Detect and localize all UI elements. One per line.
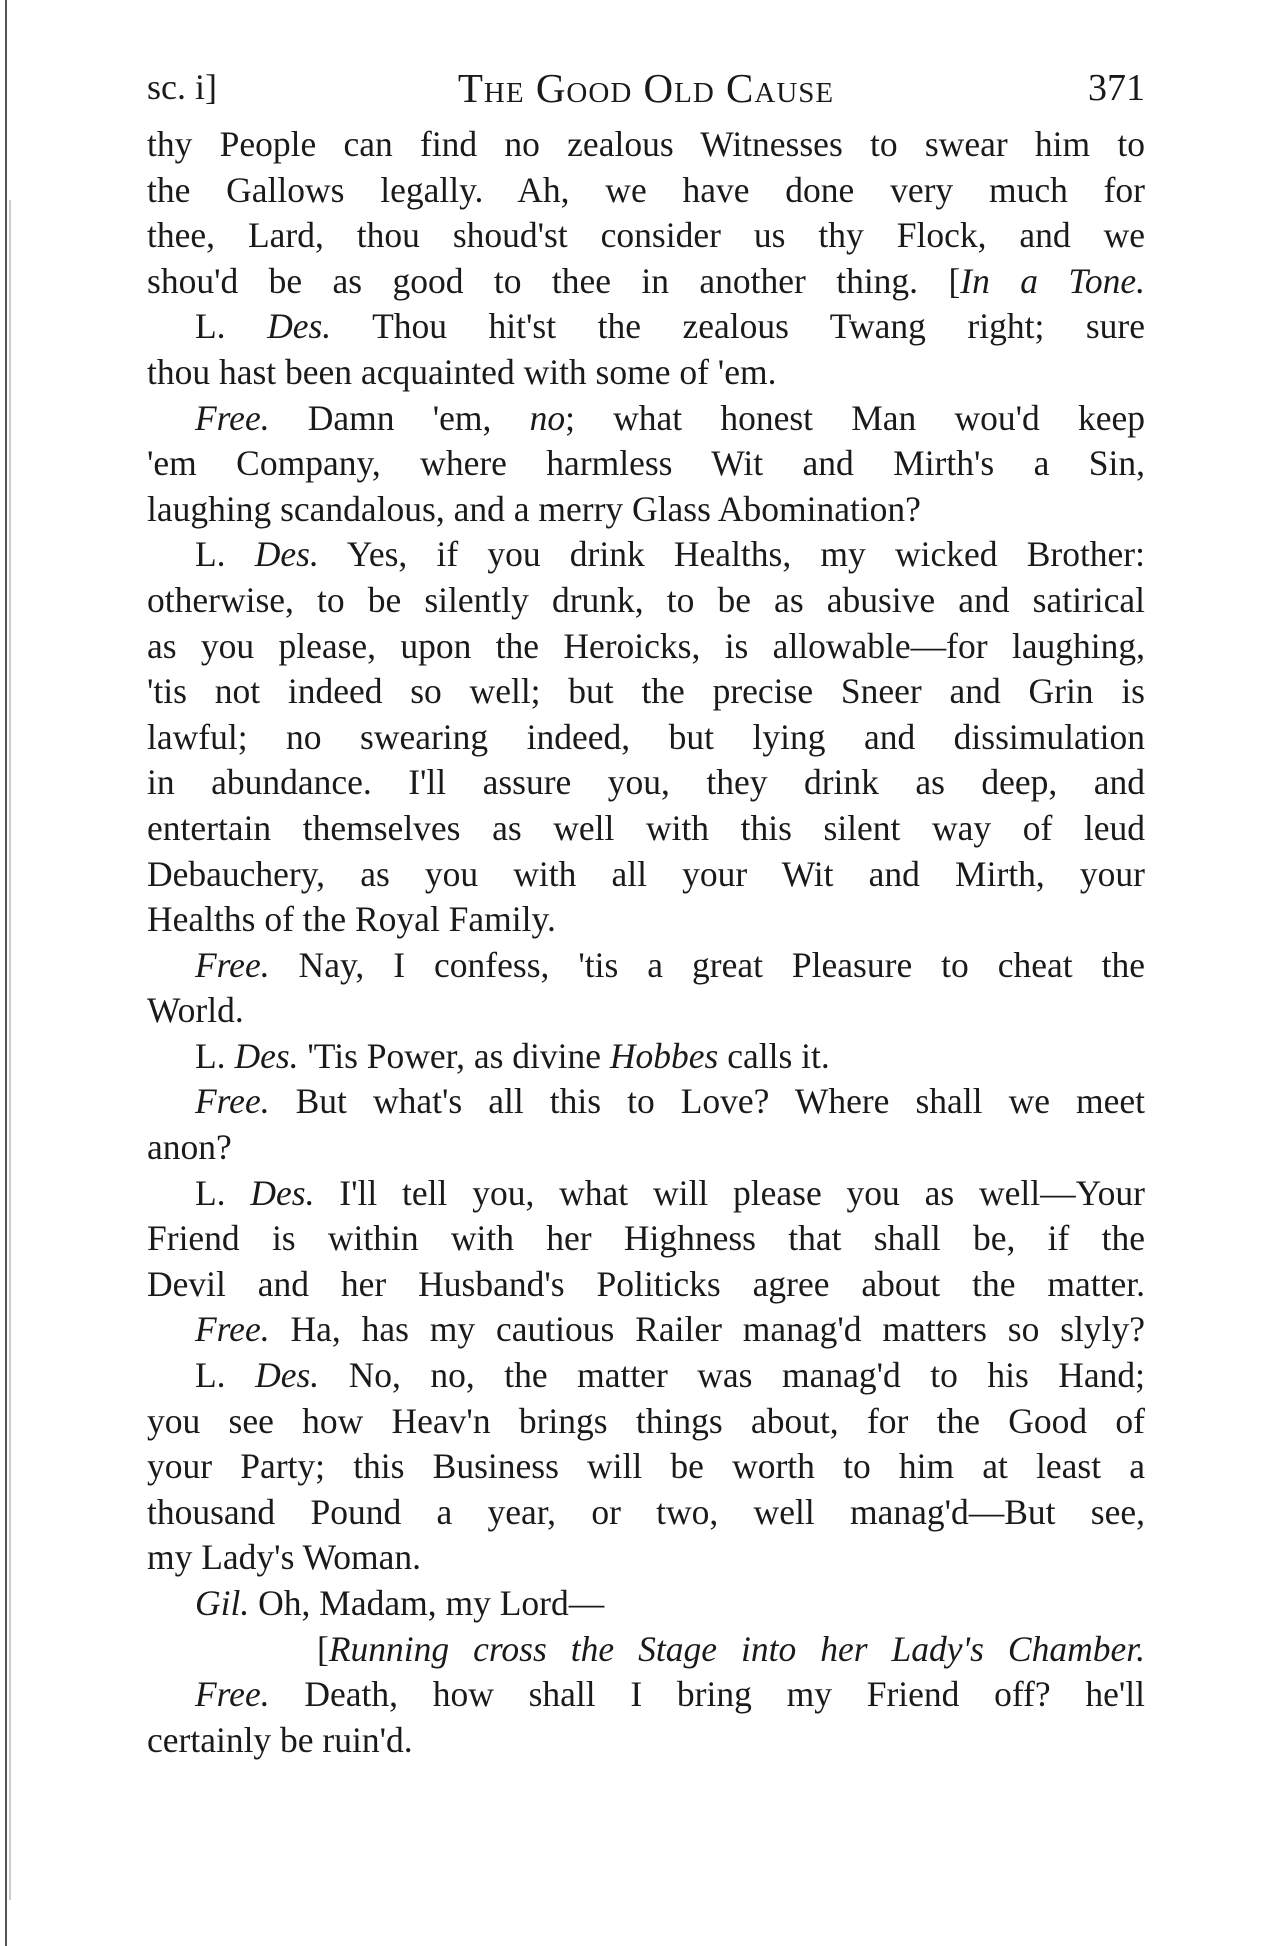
stage-direction: Running cross the Stage into her Lady's Chamber. bbox=[328, 1628, 1145, 1669]
running-header bbox=[147, 62, 1145, 122]
header-title: The Good Old Cause bbox=[457, 65, 835, 111]
text-line: Healths of the Royal Family. bbox=[147, 899, 556, 940]
text-line: shou'd be as good to thee in another thing. [In a Tone. bbox=[147, 260, 1145, 301]
text-line: in abundance. I'll assure you, they drink as deep, and bbox=[147, 762, 1145, 803]
text-line: 'em Company, where harmless Wit and Mirth's a Sin, bbox=[147, 443, 1145, 484]
text-line: otherwise, to be silently drunk, to be as abusive and satirical bbox=[147, 579, 1145, 620]
text-line: L. Des. No, no, the matter was manag'd to his Hand; bbox=[195, 1355, 1146, 1396]
text-line: [Running cross the Stage into her Lady's Chamber. bbox=[317, 1628, 1145, 1669]
text-line: 'tis not indeed so well; but the precise Sneer and Grin is bbox=[147, 671, 1145, 712]
text-line: Debauchery, as you with all your Wit and Mirth, your bbox=[147, 853, 1145, 894]
speaker-name: Free. bbox=[195, 1674, 270, 1715]
text-line: the Gallows legally. Ah, we have done very much for bbox=[147, 169, 1145, 210]
text-line: thousand Pound a year, or two, well manag'd—But see, bbox=[147, 1491, 1145, 1532]
speaker-name: Free. bbox=[195, 1309, 270, 1350]
text-line: Free. Damn 'em, no; what honest Man wou'd keep bbox=[195, 397, 1145, 438]
text-line: Free. Nay, I confess, 'tis a great Pleasure to cheat the bbox=[195, 944, 1145, 985]
speaker-name: Free. bbox=[195, 1081, 270, 1122]
binding-edge-shadow bbox=[0, 0, 14, 1946]
text-line: my Lady's Woman. bbox=[147, 1537, 422, 1578]
text-line: Friend is within with her Highness that shall be, if the bbox=[147, 1218, 1145, 1259]
text-line: entertain themselves as well with this silent way of leud bbox=[147, 807, 1145, 848]
text-line: thou hast been acquainted with some of 'em. bbox=[147, 351, 777, 392]
text-line: Free. Ha, has my cautious Railer manag'd matters so slyly? bbox=[195, 1309, 1145, 1350]
speaker-name: Des. bbox=[234, 1035, 299, 1076]
text-line: thy People can find no zealous Witnesses to swear him to bbox=[147, 124, 1145, 164]
speaker-name: Des. bbox=[254, 534, 319, 575]
text-line: Free. Death, how shall I bring my Friend off? he'll bbox=[195, 1674, 1145, 1715]
text-line: L. Des. Yes, if you drink Healths, my wicked Brother: bbox=[195, 534, 1145, 575]
speaker-name: Free. bbox=[195, 397, 270, 438]
speaker-name: Des. bbox=[255, 1355, 320, 1396]
text-line: anon? bbox=[147, 1127, 232, 1168]
play-text bbox=[147, 122, 1145, 1763]
text-line: World. bbox=[147, 990, 244, 1031]
speaker-name: Des. bbox=[267, 306, 332, 347]
text-line: L. Des. I'll tell you, what will please you as well—Your bbox=[195, 1172, 1145, 1213]
header-section: sc. i] bbox=[147, 67, 217, 107]
text-line: you see how Heav'n brings things about, for the Good of bbox=[147, 1400, 1145, 1441]
speaker-name: Gil. bbox=[195, 1583, 250, 1623]
header-page-number: 371 bbox=[1088, 67, 1145, 109]
text-line: thee, Lard, thou shoud'st consider us thy Flock, and we bbox=[147, 215, 1145, 256]
speaker-name: Des. bbox=[250, 1172, 315, 1213]
text-line: Gil. Oh, Madam, my Lord— bbox=[195, 1583, 605, 1623]
speaker-name: Free. bbox=[195, 944, 270, 985]
text-line: as you please, upon the Heroicks, is allowable—for laughing, bbox=[147, 625, 1145, 666]
text-line: laughing scandalous, and a merry Glass Abomination? bbox=[147, 488, 921, 529]
text-line: L. Des. Thou hit'st the zealous Twang right; sure bbox=[195, 306, 1145, 347]
text-line: certainly be ruin'd. bbox=[147, 1719, 413, 1760]
text-line: Devil and her Husband's Politicks agree about the matter. bbox=[147, 1263, 1145, 1304]
text-line: your Party; this Business will be worth to him at least a bbox=[147, 1446, 1145, 1487]
text-line: Free. But what's all this to Love? Where shall we meet bbox=[195, 1081, 1145, 1122]
text-line: lawful; no swearing indeed, but lying and dissimulation bbox=[147, 716, 1145, 757]
stage-direction: In a Tone. bbox=[960, 260, 1145, 301]
text-line: L. Des. 'Tis Power, as divine Hobbes calls it. bbox=[195, 1035, 830, 1076]
